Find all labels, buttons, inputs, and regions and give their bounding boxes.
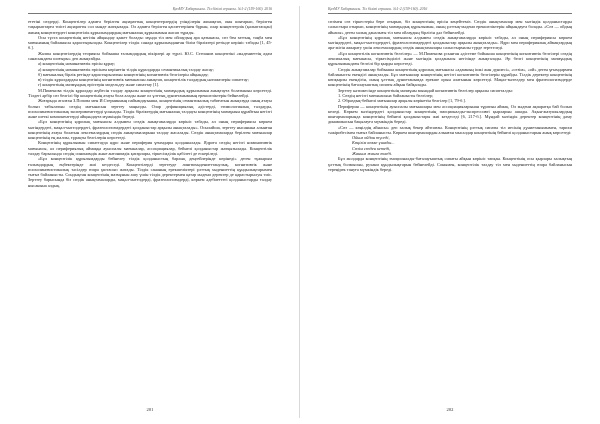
verse-line: Сөзім сөзден кетеді, bbox=[352, 145, 391, 151]
paragraph: Жоғарыда аталған З.Попова мен И.Стернинның пайымдауынша, концептінің семантикалық табиғатын анықтауда оның атауы болып табылатын сөздің мағынасын зерттеу маңызды. Олар дефинициялық әдістерді, этимологиялық талдауды, психолингвистикалық эксперименттерді ұсынады. Тілдік бірліктердің мағыналық талдауы концептінің мазмұнын құрайтын негізгі және шеткі компоненттерді айқындауға мүмкіндік береді. bbox=[28, 98, 272, 120]
paragraph: ететіні сөздерді. Концептілер адамға берілген ақпараттық концептерлердің үзінділерін жинақтап, оны шығарып, берілген тақырыптарға тиісті ақпаратты сол мәнде жатқызады. Ол адамға берілген қасиеттерінен бұрын, олар концептерлік (қалыптасқан) жинақ концептердегі концептілік құрылымдардың мағыналық құрылымын жасап тұрады. bbox=[28, 19, 272, 35]
list-item: в) тілдік құралдардан концептінің когнитивтік мағынасын анықтап, концептілік талдаудың нәтижелерін сипаттау; bbox=[38, 77, 249, 83]
paragraph: Жалпы концептілердің теориясы бойынша ғалымдардың пікірлері әр түрлі. Ю.С. Степанов концептіні «мәдениеттің адам санасындағы шоғыры» деп анықтайды. bbox=[28, 50, 272, 61]
right-page-body bbox=[328, 19, 572, 395]
left-page-body bbox=[28, 19, 272, 395]
list-item: ә) концептінің номинативтік өрісінен көрінетін тілдік құралдарды семантикалық талдау жасау; bbox=[38, 66, 214, 72]
paragraph: «Бұл концептінің ядролық мағынасы алдымен сөздік анықтамаларда көрініс табады, ал оның перифериясы көркем мәтіндердегі, мақал-мәтелдердегі, фразеологизмдердегі қолданыстар арқылы анықталады». Осылайша, зерттеу нысанына алынған концептінің атауы болатын лексемалардың сөздік анықтамаларына талдау жасалады. Сөздік анықтамаларда берілген мағыналар концептінің ең жалпы, тұрақты белгілерін көрсетеді. bbox=[28, 119, 272, 141]
list-item: 1. Сөздің негізгі мағынасына байланысты белгілер; bbox=[338, 92, 434, 98]
paragraph: «Бұл концептілік құрылымдарды бейнелеу тілдік қолданыстың барлық деңгейлерінде көрінеді» деген тұжырым ғалымдардың еңбектерінде жиі кездеседі. Концептілерді зерттеуде лингвомәдениеттанулық, когнитивтік және психолингвистикалық тәсілдер өзара ұштасып жатады. Тілдік сананың ерекшеліктері ұлттық мәдениеттің құндылықтарымен тығыз байланысты. Сондықтан концептінің мазмұнын ашу үшін тілдік деректермен қатар мәдени деректер де қарастырылуы тиіс. Зерттеу барысында біз сөздік анықтамаларды, мақал-мәтелдерді, фразеологизмдерді, көркем әдебиеттегі қолданыстарды талдау нысанына алдық. bbox=[28, 156, 272, 188]
running-head-left: ҚазМУ Хабаршысы. Тіл білімі сериясы. №1-2 (159-160). 2016 bbox=[28, 7, 272, 14]
verse-line: Ойым ойдан түседі, bbox=[352, 135, 390, 141]
paragraph: «Сөз — көңілдің айнасы» деп халық бекер айтпаған. Концептінің ұлттық сипаты тіл иесінің дүниетанымымен, тарихи тәжірибесімен тығыз байланысты. Көркем шығармалардан алынған мысалдар концептінің бейнелі қолданыстарын анық көрсетеді: bbox=[328, 124, 572, 135]
paragraph: Бұл жолдарда концептінің эмоционалды-бағалауыштық сипаты айқын көрініс тапқан. Концептінің осы қырлары халықтың ұлттық болмысын, рухани құндылықтарын бейнелейді. Сонымен, концептілік талдау тіл мен мәдениеттің өзара байланысын тереңірек тануға мүмкіндік береді. bbox=[328, 156, 572, 172]
list-item: 2. Образдық-бейнелі мағыналар арқылы көрінетін белгілер [1, 79-б.]. bbox=[338, 98, 466, 104]
page-number-right: 202 bbox=[446, 407, 454, 412]
paragraph: сөзімен сөз тіркестерін бере отырып, біз концептінің өрісін кеңейтеміз. Сөздік анықтамалар мен мәтіндік қолданыстарды салыстыра отырып, концептінің мазмұндық құрылымын, оның ұлттық-мәдени ерекшеліктерін айқындауға болады. «Сөз — ойдың айнасы» деген халық даналығы тіл мен ойлаудың бірлігін дәл бейнелейді. bbox=[328, 19, 572, 35]
paragraph: «Бұл концептілік когнитивтік белгілер» — М.Пименова ұсынған әдістеме бойынша концептінің когнитивтік белгілері сөздің лексикалық мағынасы, тіркесімділігі және мәтіндік қолданысы негізінде анықталады. Әр белгі концептінің мазмұндық құрылымындағы белгілі бір қырды көрсетеді. bbox=[328, 50, 572, 67]
paragraph: М.Пименова тілдік құралдар жүйесін талдау арқылы концептінің мазмұндық құрылымын анықтауға болатынын көрсетеді. Тілдегі әрбір сөз белгілі бір концептінің атауы бола алады және ол ұлттық дүниетанымның ерекшеліктерін бейнелейді. bbox=[28, 87, 272, 98]
paragraph: Сөздік анықтамалар бойынша концептінің ядролық мағынасы «адамның ішкі жан дүниесі», «сезім», «ой» деген ұғымдармен байланысты екендігі анықталды. Бұл мағыналар концептінің негізгі когнитивтік белгілерін құрайды. Тілдік деректер концептінің көпқырлы екендігін, оның ұлттық дүниетанымда ерекше орын алатынын көрсетеді. Мақал-мәтелдер мен фразеологизмдерде концептінің бағалауыштық сипаты айқын байқалады. bbox=[328, 66, 572, 88]
running-head-right: ҚазМУ Хабаршысы. Тіл білімі сериясы. №1-2 (159-160). 2016 bbox=[328, 7, 572, 14]
paragraph: Зерттеу нәтижесінде концептінің мазмұны мынадай когнитивтік белгілер арқылы сипатталды: bbox=[338, 87, 513, 93]
list-item: а) концептінің номинативтік өрісін құрау; bbox=[38, 61, 116, 67]
paragraph: «Бұл концептінің ядролық мағынасы алдымен сөздік анықтамаларда көрініс табады, ал оның перифериясы көркем мәтіндердегі, мақал-мәтелдердегі, фразеологизмдердегі қолданыстар арқылы анықталады». Ядро мен перифериялық аймақтардың ара-жігін ажырату үшін лексемалардың сөздік анықтамалары салыстырмалы түрде зерттеледі. bbox=[328, 34, 572, 51]
list-item: б) мағыналық бірлік ретінде қарастырылатын концептінің когнитивтік белгілерін айқындау; bbox=[38, 71, 209, 77]
list-item: г) концептінің мазмұндық өрістерін модельдеу және сипаттау [1]. bbox=[38, 82, 160, 88]
verse-line: Жаным жанға тиеді. bbox=[352, 151, 392, 157]
page-number-left: 201 bbox=[146, 407, 154, 412]
paragraph: Периферия — концептінің ауыспалы мағыналары мен ассоциацияларынан тұратын аймақ. Ол мәдени ақпаратқа бай болып келеді. Көркем мәтіндердегі қолданыстар концептінің эмоционалды-экспрессивті қырларын ашады. Ақын-жазушылардың шығармаларында концептінің бейнелі қолданыстары жиі кездеседі [6, 217-б.]. Мұндай мәтіндік деректер концептінің даму динамикасын бақылауға мүмкіндік береді. bbox=[328, 103, 572, 125]
paragraph: Концептінің құрылымын сипаттауда ядро және периферия ұғымдары қолданылады. Ядроға сөздің негізгі номинативтік мағынасы, ал перифериялық аймаққа ауыспалы мағыналар, ассоциациялар, бейнелі қолданыстар жатқызылады. Концептілік талдау барысында сөздің синонимдік және антонимдік қатарлары, тіркесімділік қабілеті де ескеріледі. bbox=[28, 140, 272, 157]
verse-line: Көңілім көкке ұшады... bbox=[352, 140, 395, 146]
paragraph: Осы тұста концептінің негізін айқындау қажет болады: мұнда тіл мен ойлаудың ара қатынасы, сөз бен заттың, таңба мен мағынаның байланысы қарастырылады. Концептілер тілдік санада құрылымданған білім бірліктері ретінде көрініс табады [1, 45-б.]. bbox=[28, 34, 272, 51]
right-page bbox=[300, 0, 600, 424]
